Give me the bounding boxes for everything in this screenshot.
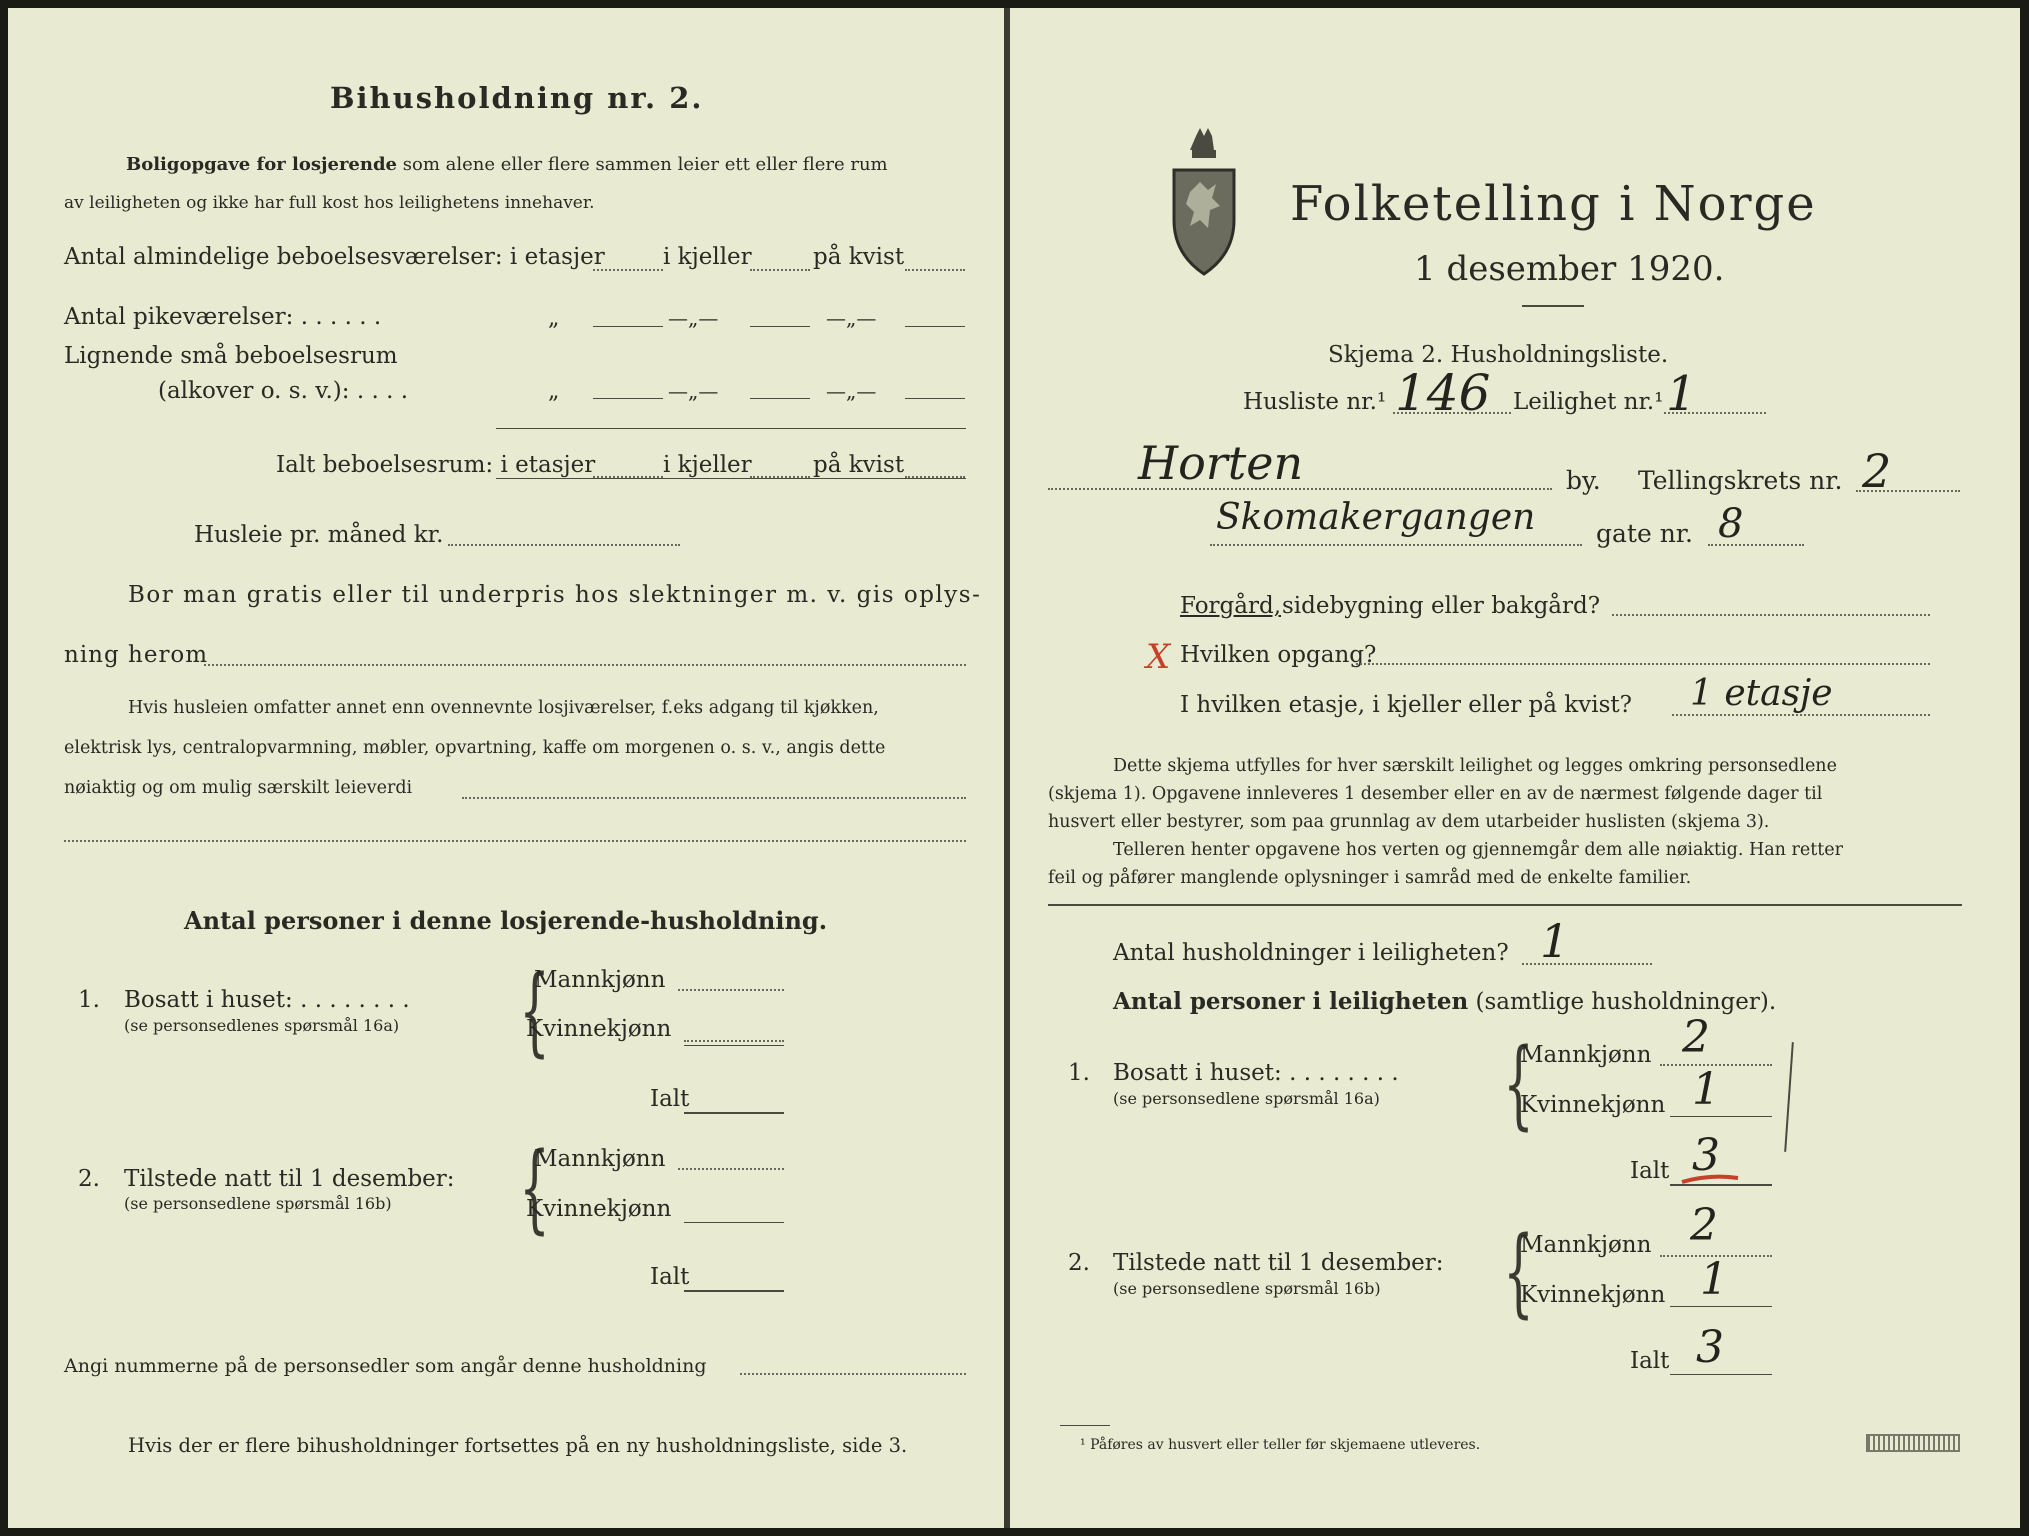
l-q2-brace: { <box>519 1132 550 1244</box>
r-q1-label: Bosatt i huset: . . . . . . . . <box>1113 1060 1399 1086</box>
l-q1-mann-field[interactable] <box>678 989 784 991</box>
ialt-kjeller-label: i kjeller <box>663 452 752 478</box>
census-date: 1 desember 1920. <box>1414 249 1725 289</box>
by-label: by. <box>1566 466 1601 495</box>
pike-kjeller-field[interactable] <box>750 326 810 327</box>
gate-label: gate nr. <box>1596 519 1693 548</box>
skjema-label: Skjema 2. Husholdningsliste. <box>1328 342 1669 368</box>
info-line2: (skjema 1). Opgavene innleveres 1 desember eller en av de nærmest følgende dager til <box>1048 784 1823 804</box>
r-q2-mann-label: Mannkjønn <box>1520 1232 1652 1258</box>
r-q1-kvinne-value[interactable]: 1 <box>1692 1064 1720 1115</box>
r-persons-rest: (samtlige husholdninger). <box>1475 989 1777 1015</box>
pike-kvist-field[interactable] <box>905 326 965 327</box>
l-q2-kvinne-field[interactable] <box>684 1222 784 1223</box>
alkover-kvist-field[interactable] <box>905 398 965 399</box>
l-q1-brace: { <box>519 955 550 1067</box>
opgang-label: Hvilken opgang? <box>1180 642 1377 668</box>
l-q1-ialt-field[interactable] <box>684 1112 784 1114</box>
bor-field[interactable] <box>204 664 966 666</box>
info-rule <box>1048 904 1962 906</box>
info-line5: feil og påfører manglende oplysninger i samråd med de enkelte familier. <box>1048 868 1692 888</box>
opgang-field[interactable] <box>1356 663 1930 665</box>
r-q2-brace: { <box>1503 1216 1534 1328</box>
r-q1-num: 1. <box>1068 1060 1090 1086</box>
intro-bold: Boligopgave for losjerende <box>126 154 398 175</box>
r-persons-bold: Antal personer i leiligheten <box>1113 988 1469 1015</box>
l-q1-label: Bosatt i huset: . . . . . . . . <box>124 987 410 1013</box>
info-line1: Dette skjema utfylles for hver særskilt leilighet og legges omkring personsedlene <box>1113 756 1837 776</box>
l-q2-mann-label: Mannkjønn <box>534 1146 666 1172</box>
tellingskrets-label: Tellingskrets nr. <box>1638 466 1843 495</box>
husliste-value[interactable]: 146 <box>1395 364 1491 422</box>
l-q1-ialt-label: Ialt <box>650 1086 690 1112</box>
r-q2-num: 2. <box>1068 1250 1090 1276</box>
printer-stamp-icon <box>1866 1434 1960 1452</box>
l-q1-kvinne-label: Kvinnekjønn <box>526 1016 672 1042</box>
alkover-kjeller-field[interactable] <box>750 398 810 399</box>
l-q2-kvinne-label: Kvinnekjønn <box>526 1196 672 1222</box>
r-q2-mann-value[interactable]: 2 <box>1690 1200 1718 1251</box>
pike-dash-1: —„— <box>668 306 719 330</box>
lignende-label: Lignende små beboelsesrum <box>64 343 398 369</box>
r-q2-ialt-value[interactable]: 3 <box>1696 1322 1724 1373</box>
left-footer: Hvis der er flere bihusholdninger fortsettes på en ny husholdningsliste, side 3. <box>128 1434 908 1457</box>
rooms-etasjer-field[interactable] <box>593 269 663 271</box>
etasje-value[interactable]: 1 etasje <box>1690 673 1833 714</box>
r-q1-kvinne-field <box>1670 1116 1772 1117</box>
alkover-dash-2: —„— <box>826 379 877 403</box>
info-line3: husvert eller bestyrer, som paa grunnlag av dem utarbeider huslisten (skjema 3). <box>1048 812 1770 832</box>
r-q2-label: Tilstede natt til 1 desember: <box>1113 1250 1444 1276</box>
city-value[interactable]: Horten <box>1138 436 1304 490</box>
check-mark: X <box>1146 637 1171 677</box>
leilighet-label: Leilighet nr.¹ <box>1513 389 1664 415</box>
page-gutter <box>1004 8 1010 1528</box>
angi-field[interactable] <box>740 1373 966 1375</box>
footnote-rule <box>1060 1425 1110 1426</box>
r-q1-ialt-value[interactable]: 3 <box>1692 1130 1720 1181</box>
forgaard-option[interactable]: Forgård, <box>1180 593 1282 619</box>
coat-of-arms-icon <box>1166 126 1242 286</box>
leieverdi-field[interactable] <box>462 797 966 799</box>
red-underline-icon <box>1680 1172 1740 1186</box>
rooms-kvist-field[interactable] <box>905 269 965 271</box>
l-q2-ialt-label: Ialt <box>650 1264 690 1290</box>
persons-heading: Antal personer i denne losjerende-husholdning. <box>184 906 828 935</box>
husliste-label: Husliste nr.¹ <box>1243 389 1387 415</box>
right-page <box>1010 8 2020 1528</box>
etasje-label: I hvilken etasje, i kjeller eller på kvist? <box>1180 692 1632 718</box>
alkover-dash-1: —„— <box>668 379 719 403</box>
rooms-kjeller-field[interactable] <box>750 269 810 271</box>
l-q2-num: 2. <box>78 1166 100 1192</box>
husleie-label: Husleie pr. måned kr. <box>194 522 444 548</box>
l-q1-kvinne-field[interactable] <box>684 1040 784 1042</box>
hush-label: Antal husholdninger i leiligheten? <box>1113 940 1509 966</box>
alkover-ditto: „ <box>548 379 560 404</box>
forgaard-field[interactable] <box>1612 614 1930 616</box>
street-value[interactable]: Skomakergangen <box>1216 497 1536 538</box>
hush-field <box>1522 963 1652 965</box>
forgaard-rest: sidebygning eller bakgård? <box>1282 593 1601 619</box>
husliste-field <box>1393 412 1511 414</box>
left-title: Bihusholdning nr. 2. <box>330 81 704 115</box>
alkover-label: (alkover o. s. v.): . . . . <box>158 378 409 404</box>
l-q2-mann-field[interactable] <box>678 1168 784 1170</box>
husleie-field[interactable] <box>448 544 680 546</box>
tellingskrets-value[interactable]: 2 <box>1862 444 1892 498</box>
title-rule <box>1522 305 1584 307</box>
bor-text2: ning herom <box>64 642 209 668</box>
l-q2-label: Tilstede natt til 1 desember: <box>124 1166 455 1192</box>
r-q2-ialt-label: Ialt <box>1630 1348 1670 1374</box>
l-q1-kvinne-rule <box>684 1045 784 1046</box>
alkover-etasjer-field[interactable] <box>593 398 663 399</box>
tellingskrets-field <box>1856 490 1960 492</box>
r-q1-sub: (se personsedlene spørsmål 16a) <box>1113 1089 1380 1108</box>
l-q1-sub: (se personsedlenes spørsmål 16a) <box>124 1016 400 1035</box>
intro-line2: av leiligheten og ikke har full kost hos leilighetens innehaver. <box>64 193 595 213</box>
l-q1-num: 1. <box>78 987 100 1013</box>
ialt-rooms-rule <box>496 428 966 429</box>
footnote: ¹ Påføres av husvert eller teller før skjemaene utleveres. <box>1080 1437 1481 1453</box>
r-q2-kvinne-value[interactable]: 1 <box>1700 1254 1728 1305</box>
r-q1-kvinne-label: Kvinnekjønn <box>1520 1092 1666 1118</box>
gate-value[interactable]: 8 <box>1718 501 1744 547</box>
r-q2-ialt-field <box>1670 1374 1772 1375</box>
hvis-line2: elektrisk lys, centralopvarmning, møbler, opvartning, kaffe om morgenen o. s. v., angis dette <box>64 738 886 758</box>
pike-dash-2: —„— <box>826 306 877 330</box>
right-title: Folketelling i Norge <box>1290 176 1817 232</box>
rooms-kjeller-label: i kjeller <box>663 244 752 270</box>
bor-text: Bor man gratis eller til underpris hos slektninger m. v. gis oplys- <box>128 582 982 608</box>
r-q1-mann-value[interactable]: 2 <box>1682 1012 1710 1063</box>
leieverdi-field-2[interactable] <box>64 840 966 842</box>
ialt-rooms-underline <box>496 478 966 479</box>
street-field <box>1210 544 1582 546</box>
l-q2-sub: (se personsedlene spørsmål 16b) <box>124 1194 392 1213</box>
pike-etasjer-field[interactable] <box>593 326 663 327</box>
rooms-label: Antal almindelige beboelsesværelser: i etasjer <box>64 244 605 270</box>
etasje-field <box>1672 714 1930 716</box>
hush-value[interactable]: 1 <box>1540 914 1570 968</box>
l-q1-mann-label: Mannkjønn <box>534 967 666 993</box>
rooms-kvist-label: på kvist <box>813 244 905 270</box>
r-q2-kvinne-label: Kvinnekjønn <box>1520 1282 1666 1308</box>
leilighet-field <box>1664 412 1766 414</box>
gate-field <box>1708 544 1804 546</box>
ialt-kvist-label: på kvist <box>813 452 905 478</box>
hvis-line1: Hvis husleien omfatter annet enn ovennevnte losjiværelser, f.eks adgang til kjøkken, <box>128 698 879 718</box>
pike-ditto: „ <box>548 306 560 331</box>
r-q2-kvinne-field <box>1670 1306 1772 1307</box>
hvis-line3: nøiaktig og om mulig særskilt leieverdi <box>64 778 413 798</box>
angi-text: Angi nummerne på de personsedler som angår denne husholdning <box>64 1355 707 1377</box>
pike-label: Antal pikeværelser: . . . . . . <box>64 304 382 330</box>
info-line4: Telleren henter opgavene hos verten og gjennemgår dem alle nøiaktig. Han retter <box>1113 840 1844 860</box>
ialt-rooms-label: Ialt beboelsesrum: i etasjer <box>276 452 596 478</box>
city-field <box>1048 488 1552 490</box>
r-q1-mann-label: Mannkjønn <box>1520 1042 1652 1068</box>
l-q2-ialt-field[interactable] <box>684 1290 784 1292</box>
intro-rest: som alene eller flere sammen leier ett eller flere rum <box>402 154 888 175</box>
r-q1-tally-stroke <box>1784 1042 1794 1152</box>
leilighet-value[interactable]: 1 <box>1666 366 1697 422</box>
r-q1-ialt-label: Ialt <box>1630 1158 1670 1184</box>
r-q2-sub: (se personsedlene spørsmål 16b) <box>1113 1279 1381 1298</box>
r-q1-brace: { <box>1503 1028 1534 1140</box>
left-page <box>8 8 1004 1528</box>
